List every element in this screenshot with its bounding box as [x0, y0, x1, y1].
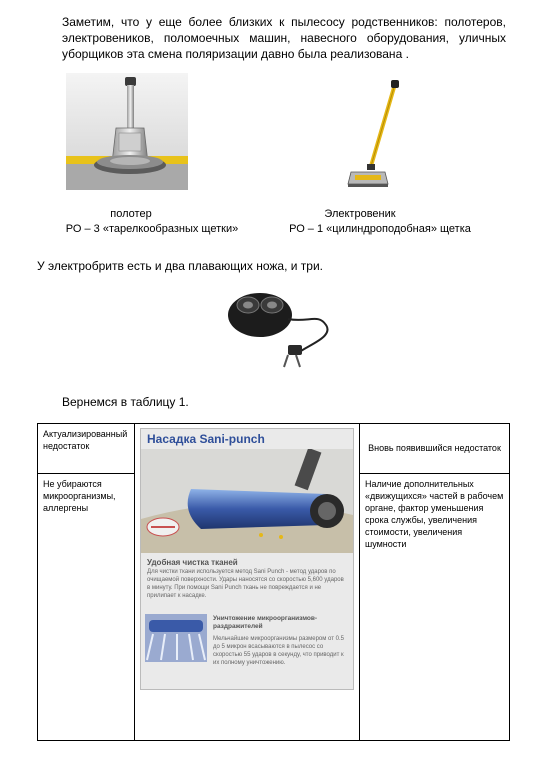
- shaver-photo: [218, 283, 342, 371]
- shaver-paragraph: У электробритв есть и два плавающих ножа, и три.: [37, 259, 323, 273]
- nozzle-illustration: [141, 449, 353, 553]
- comparison-table: [37, 423, 510, 741]
- table-header-right: Вновь появившийся недостаток: [360, 424, 510, 474]
- section2-title: Уничтожение микроорганизмов-раздражителей: [213, 615, 318, 630]
- microorganisms-illustration: [145, 614, 207, 662]
- floor-polisher-photo: [66, 73, 188, 190]
- table-row-right: Наличие дополнительных «движущихся» частей в рабочем органе, фактор уменьшения срока службы, увеличения стоимости, увеличения шумности: [360, 474, 510, 741]
- polisher-title: полотер: [110, 208, 152, 220]
- broom-title: Электровеник: [324, 208, 396, 220]
- sani-punch-title: Насадка Sani-punch: [147, 432, 265, 446]
- table-header-left: Актуализированный недостаток: [38, 424, 135, 474]
- product-image-cell: [135, 424, 360, 741]
- broom-caption: РО – 1 «цилиндроподобная» щетка: [289, 223, 471, 235]
- section2-text: Мельчайшие микроорганизмы размером от 0.5 до 5 микрон всасываются в пылесос со скоростью 55 ударов в секунду, что приводит к их полному уничтожению.: [213, 636, 345, 666]
- intro-paragraph: Заметим, что у еще более близких к пылесосу родственников: полотеров, электровеников, поломоечных машин, навесного оборудования, уличных уборщиков эта смена поляризации давно была реализована .: [62, 15, 506, 61]
- sani-punch-image: [140, 428, 354, 690]
- section1-title: Удобная чистка тканей: [147, 558, 238, 567]
- section1-text: Для чистки ткани используется метод Sani Punch - метод ударов по очищаемой поверхности. Удары наносятся со скоростью 5,600 ударов в минуту. При помощи Sani Punch ткань не повреждается и не прилипает к насадке.: [147, 569, 344, 599]
- table-row-left: Не убираются микроорганизмы, аллергены: [38, 474, 135, 741]
- electric-broom-photo: [345, 80, 405, 193]
- return-paragraph: Вернемся в таблицу 1.: [62, 395, 189, 409]
- polisher-caption: РО – 3 «тарелкообразных щетки»: [65, 223, 239, 235]
